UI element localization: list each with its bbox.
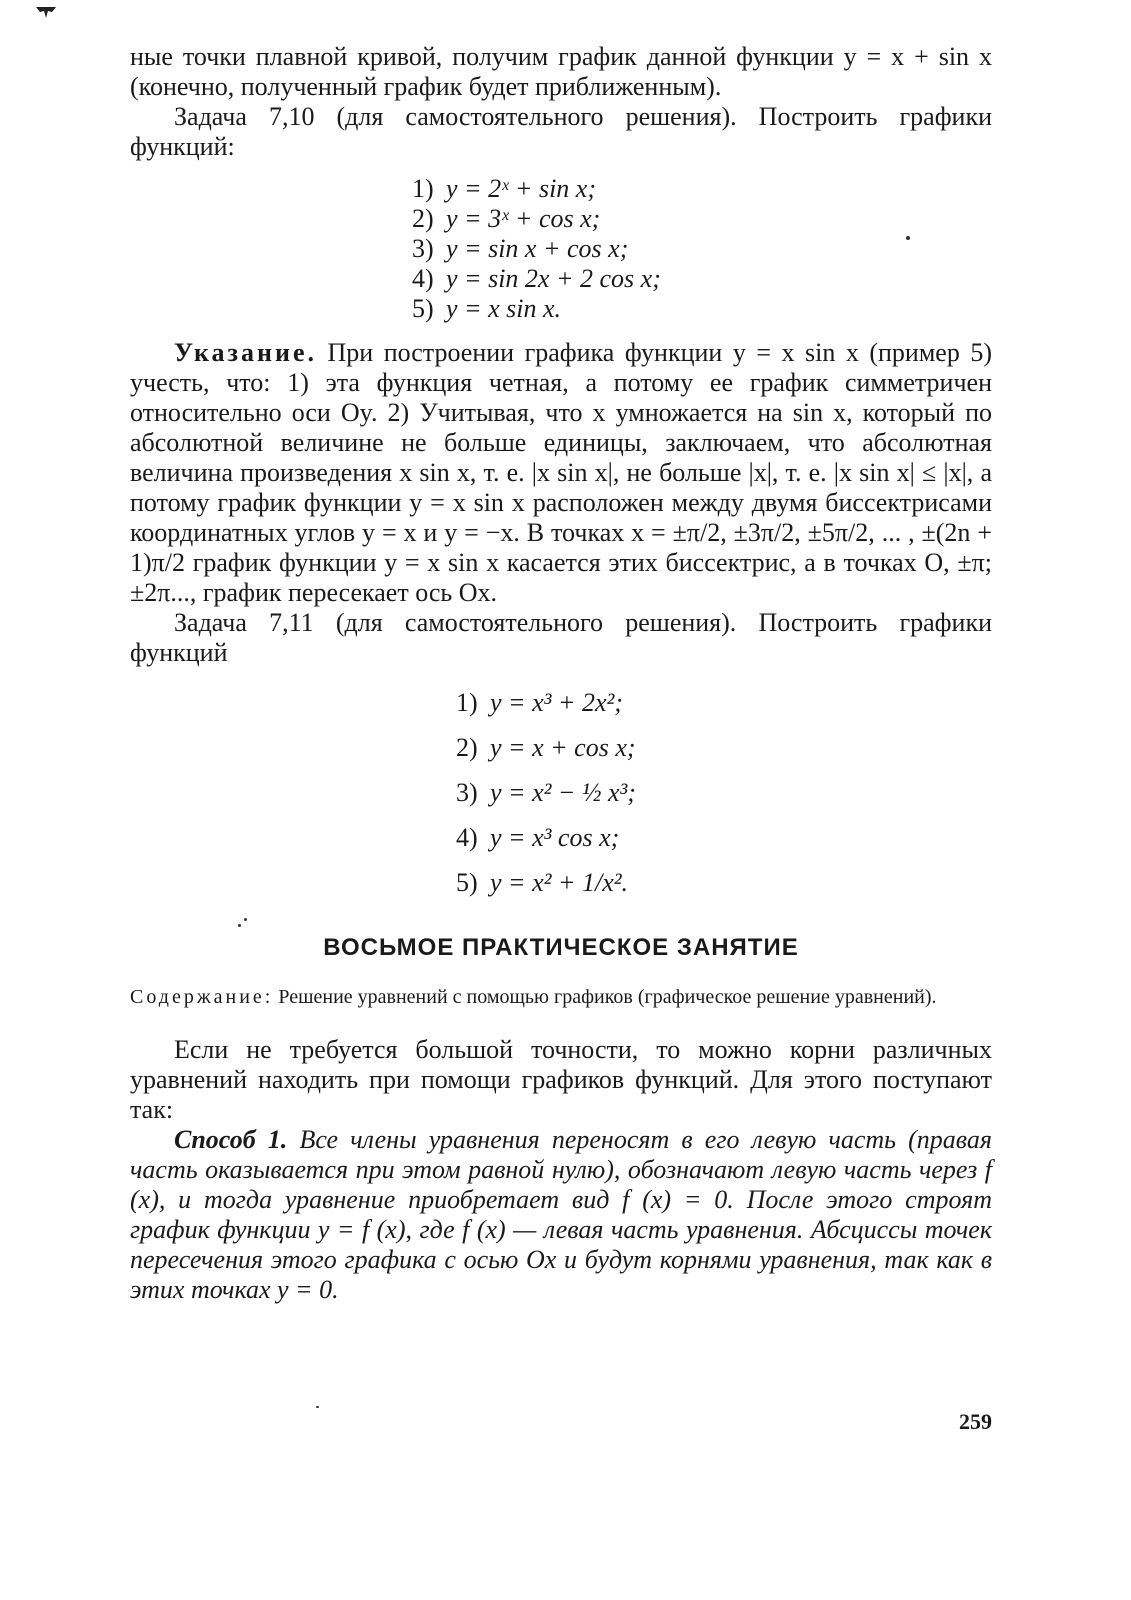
- formula-list-7-11: [130, 680, 992, 905]
- formula-item: 1) y = x³ + 2x²;: [456, 688, 623, 717]
- formula-item: 2) y = 3ˣ + cos x;: [412, 204, 601, 233]
- hint-text: При построении графика функции y = x sin x (пример 5) учесть, что: 1) эта функция четная, а потому ее график симметричен относительно оси Oy. 2) Учитывая, что x умножается на sin x, который по абсолютной величине не больше единицы, заключаем, что абсолютная величина произведения x sin x, т. е. |x sin x|, не больше |x|, т. е. |x sin x| ≤ |x|, а потому график функции y = x sin x расположен между двумя биссектрисами координатных углов y = x и y = −x. В точках x = ±π/2, ±3π/2, ±5π/2, ... , ±(2n + 1)π/2 график функции y = x sin x касается этих биссектрис, а в точках O, ±π; ±2π..., график пересекает ось Ox.: [130, 338, 993, 607]
- section-content-note: [130, 985, 992, 1009]
- content-text: Решение уравнений с помощью графиков (графическое решение уравнений).: [278, 986, 937, 1008]
- formula-item: 4) y = x³ cos x;: [456, 823, 620, 852]
- formula-item: 3) y = sin x + cos x;: [412, 234, 629, 263]
- print-speck: [316, 1406, 319, 1408]
- formula-item: 3) y = x² − ½ x³;: [456, 778, 636, 807]
- formula-item: 1) y = 2ˣ + sin x;: [412, 174, 597, 203]
- content-label: Содержание:: [130, 986, 274, 1008]
- task-7-11-statement: Задача 7,11 (для самостоятельного решения). Построить графики функций: [130, 608, 992, 667]
- intro-paragraph: Если не требуется большой точности, то можно корни различных уравнений находить при помощи графиков функций. Для этого поступают так:: [130, 1035, 992, 1124]
- hint-paragraph: [130, 338, 992, 608]
- method-text: Все члены уравнения переносят в его левую часть (правая часть оказывается при этом равной нулю), обозначают левую часть через f (x), и тогда уравнение приобретает вид f (x) = 0. После этого строят график функции y = f (x), где f (x) — левая часть уравнения. Абсциссы точек пересечения этого графика с осью Ox и будут корнями уравнения, так как в этих точках y = 0.: [130, 1125, 993, 1304]
- page-content: [130, 42, 992, 1305]
- method-label: Способ 1.: [174, 1125, 288, 1154]
- method-1-paragraph: [130, 1125, 992, 1305]
- paragraph-continuation: ные точки плавной кривой, получим график данной функции y = x + sin x (конечно, полученный график будет приближенным).: [130, 42, 992, 101]
- formula-item: 5) y = x sin x.: [412, 294, 562, 323]
- formula-item: 5) y = x² + 1/x².: [456, 868, 629, 897]
- page-number: 259: [959, 1409, 992, 1434]
- section-heading: ВОСЬМОЕ ПРАКТИЧЕСКОЕ ЗАНЯТИЕ: [323, 934, 799, 961]
- hint-label: Указание.: [174, 338, 317, 367]
- formula-list-7-10: [130, 174, 992, 324]
- corner-stamp-icon: [34, 4, 58, 28]
- task-7-10-statement: Задача 7,10 (для самостоятельного решения). Построить графики функций:: [130, 102, 992, 161]
- formula-item: 2) y = x + cos x;: [456, 733, 636, 762]
- formula-item: 4) y = sin 2x + 2 cos x;: [412, 264, 661, 293]
